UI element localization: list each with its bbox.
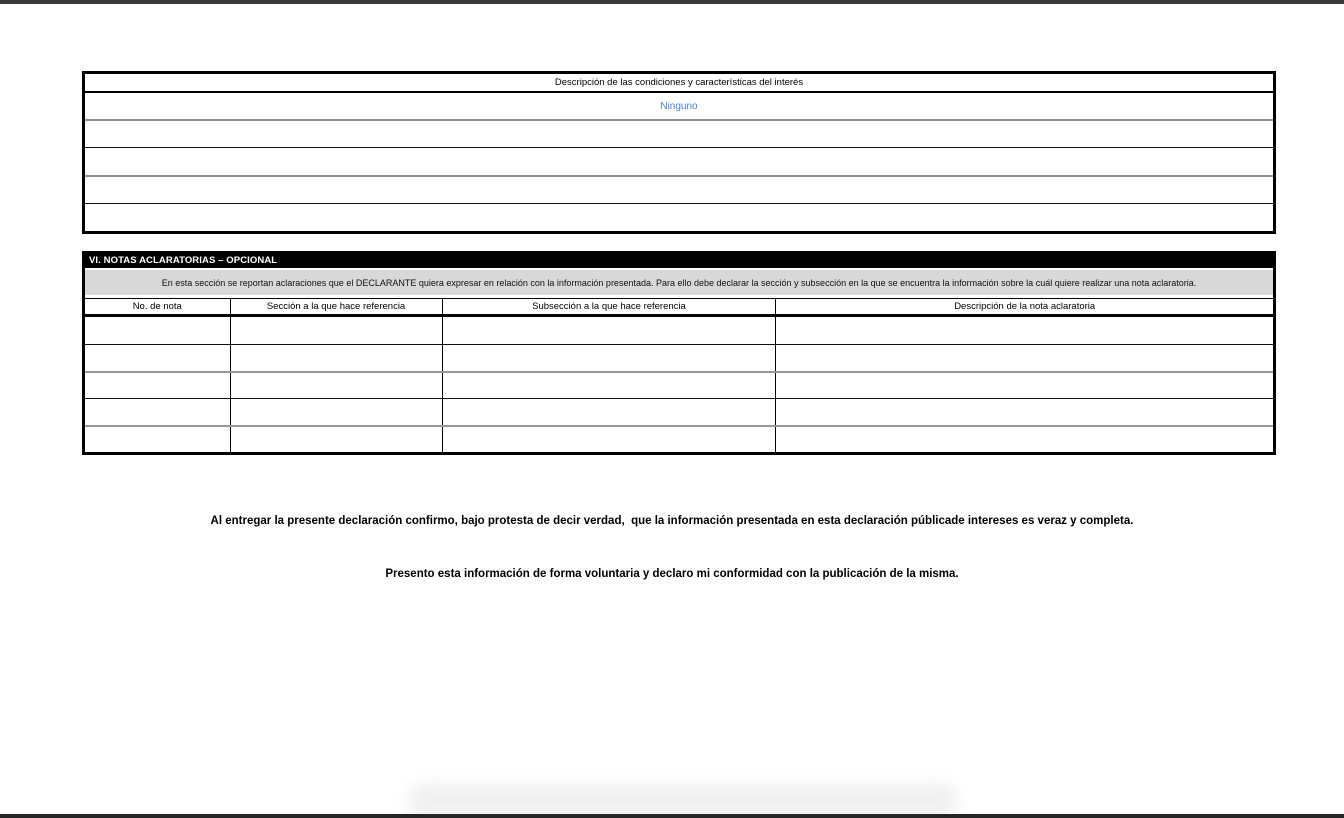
viewer-bottom-bar	[0, 814, 1344, 818]
notes-cell	[231, 345, 443, 371]
notes-table-empty-row	[85, 344, 1273, 371]
notes-col-header-descripcion: Descripción de la nota aclaratoria	[954, 301, 1096, 312]
notes-cell	[85, 317, 231, 344]
notes-table-empty-row	[85, 317, 1273, 344]
declaration-statement	[0, 478, 1344, 618]
notes-section	[82, 251, 1276, 455]
notes-cell	[776, 427, 1273, 452]
notes-table-header-row	[85, 299, 1273, 317]
notes-cell	[443, 399, 777, 425]
interest-table-header: Descripción de las condiciones y características del interés	[85, 74, 1273, 93]
notes-cell	[776, 373, 1273, 398]
notes-cell	[85, 373, 231, 398]
notes-cell	[231, 399, 443, 425]
notes-table	[85, 298, 1273, 452]
notes-col-header-seccion: Sección a la que hace referencia	[231, 299, 443, 314]
notes-cell	[443, 427, 777, 452]
declaration-line-2: Presento esta información de forma voluntaria y declaro mi conformidad con la publicación de la misma.	[385, 567, 959, 580]
interest-table-empty-row	[85, 203, 1273, 231]
interest-value-ninguno: Ninguno	[660, 100, 698, 112]
notes-table-empty-row	[85, 425, 1273, 452]
notes-cell	[443, 345, 777, 371]
viewer-toolbar-shadow	[408, 784, 958, 818]
notes-cell	[443, 317, 777, 344]
notes-cell	[443, 373, 777, 398]
notes-cell	[776, 345, 1273, 371]
notes-cell	[231, 373, 443, 398]
interest-table-empty-row	[85, 147, 1273, 175]
notes-section-instructions: En esta sección se reportan aclaraciones que el DECLARANTE quiera expresar en relación con la información presentada. Para ello debe declarar la sección y subsección en la que se encuentra la información sobre la cuál quiere realizar una nota aclaratoria.	[85, 270, 1273, 295]
notes-table-empty-row	[85, 398, 1273, 425]
notes-cell	[85, 399, 231, 425]
notes-section-title: VI. NOTAS ACLARATORIAS – OPCIONAL	[85, 254, 1273, 268]
interest-table-value-row	[85, 93, 1273, 119]
notes-col-header-subseccion: Subsección a la que hace referencia	[443, 299, 777, 314]
notes-col-header-numero: No. de nota	[85, 299, 231, 314]
notes-cell	[85, 345, 231, 371]
interest-table-empty-row	[85, 175, 1273, 203]
interest-conditions-table	[82, 71, 1276, 234]
notes-table-empty-row	[85, 371, 1273, 398]
notes-cell	[85, 427, 231, 452]
viewer-top-bar	[0, 0, 1344, 4]
declaration-line-1: Al entregar la presente declaración confirmo, bajo protesta de decir verdad, que la información presentada en esta declaración públicade intereses es veraz y completa.	[210, 515, 1134, 527]
interest-table-empty-row	[85, 119, 1273, 147]
notes-cell	[231, 427, 443, 452]
notes-cell	[776, 399, 1273, 425]
notes-cell	[776, 317, 1273, 344]
notes-cell	[231, 317, 443, 344]
